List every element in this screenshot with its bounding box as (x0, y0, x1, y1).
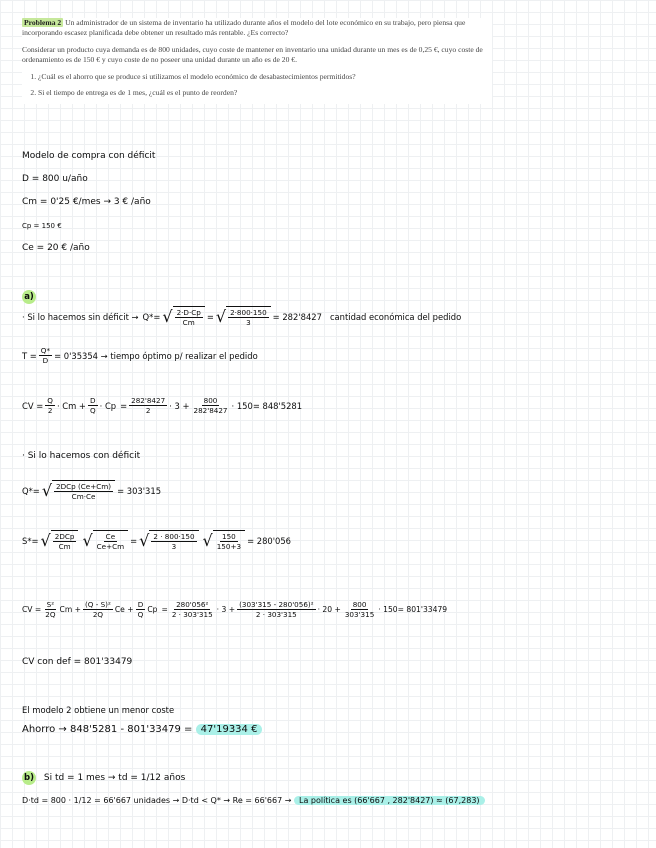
cv-no-deficit (22, 396, 302, 415)
part-a-label (22, 290, 41, 304)
q-star: Q* (142, 311, 154, 322)
fraction-denominator: Cm·Ce (71, 492, 96, 501)
questions-list (22, 72, 492, 99)
fraction-denominator: 3 (246, 318, 251, 327)
fraction-denominator: 2Q (92, 610, 104, 619)
fraction-numerator: 2·800·150 (230, 308, 267, 317)
fraction-numerator: 282'8427 (131, 396, 166, 405)
term-tail: · 3 + (169, 400, 190, 411)
savings-text: Ahorro → 848'5281 - 801'33479 = (22, 724, 193, 735)
fraction-numerator: (303'315 - 280'056)² (239, 600, 314, 609)
t-result: = 0'35354 → tiempo óptimo p/ realizar el pedido (54, 350, 258, 361)
term-tail: Cm + (59, 605, 81, 614)
time-line (22, 346, 258, 365)
equals-sign: = (120, 400, 128, 411)
shortage-level (22, 530, 291, 551)
term-tail: · Cm + (56, 400, 86, 411)
policy-result: La política es (66'667 , 282'8427) ≈ (67,283) (294, 796, 485, 805)
eoq-no-deficit (22, 306, 461, 327)
term-tail: · 20 + (317, 605, 341, 614)
fraction-denominator: Cm (182, 318, 195, 327)
equals-sign: = (153, 311, 161, 322)
eoq-caption: cantidad económica del pedido (329, 311, 462, 322)
problem-statement (22, 18, 492, 104)
fraction-denominator: D (42, 356, 49, 365)
cv-with-deficit-line: CV con def = 801'33479 (22, 657, 133, 667)
problem-intro-text: Un administrador de un sistema de inventario ha utilizado durante años el modelo del lote económico en su trabajo, pero piensa que incorporando escasez planificada debe obtener un resultado más rentable. ¿Es correcto? (22, 18, 466, 38)
fraction-denominator: 2 (47, 406, 53, 415)
sqrt-term-c: √ $\frac{2 \cdot 800\cdot 150}{3}$ (139, 530, 198, 551)
problem-intro (22, 18, 492, 39)
savings-value: 47'19334 € (196, 724, 263, 735)
holding-cost-line: Cm = 0'25 €/mes → 3 € /año (22, 197, 151, 207)
equals-sign: = (161, 605, 168, 614)
cv-deficit-result: = 801'33479 (397, 605, 448, 614)
s-result: = 280'056 (247, 535, 292, 546)
eoq-deficit (22, 480, 161, 501)
eoq-result: = 282'8427 (272, 311, 322, 322)
fraction-numerator: S² (46, 600, 55, 609)
lead-time: Si td = 1 mes → td = 1/12 años (43, 773, 186, 783)
cv-deficit (22, 600, 447, 619)
term-tail: · 150 (231, 400, 253, 411)
sqrt-formula: √ $\frac{\text{2DCp (Ce+Cm)}}{Cm\cdot Ce}$ (42, 480, 115, 501)
sqrt-term-d: √ $\frac{150}{150+3}$ (203, 530, 246, 551)
term-tail: · 150 (378, 605, 398, 614)
fraction-denominator: 2 · 303'315 (171, 610, 213, 619)
fraction-numerator: 2DCp (54, 532, 75, 541)
sqrt-formula: √ $\frac{2\cdot D\cdot Cp}{Cm}$ (162, 306, 204, 327)
reorder-calc: D·td = 800 · 1/12 = 66'667 unidades → D·td < Q* → Re = 66'667 → (22, 796, 292, 805)
fraction-numerator: 2DCp (Ce+Cm) (56, 482, 112, 491)
fraction-numerator: D (90, 396, 96, 405)
sqrt-substituted: √ $\frac{2\cdot 800\cdot 150}{3}$ (216, 306, 271, 327)
problem-badge: Problema 2 (24, 18, 62, 27)
fraction-numerator: Q (47, 396, 53, 405)
term-tail: · 3 + (216, 605, 236, 614)
equals-sign: = (31, 535, 39, 546)
order-cost-line: Cp = 150 € (22, 222, 62, 230)
fraction-denominator: 303'315 (344, 610, 375, 619)
fraction-denominator: 150+3 (216, 542, 242, 551)
term-tail: Cp (147, 605, 158, 614)
fraction-denominator: 282'8427 (193, 406, 228, 415)
sqrt-term-a: √ $\frac{\text{2DCp}}{Cm}$ (41, 530, 79, 551)
term-tail: Ce + (114, 605, 134, 614)
fraction-numerator: (Q - S)² (85, 600, 111, 609)
question-1: 1. ¿Cuál es el ahorro que se produce si utilizamos el modelo económico de desabastecimientos permitidos? (38, 72, 492, 82)
t-label: T = (22, 350, 37, 361)
q-star: Q* (22, 485, 33, 496)
fraction-denominator: 2Q (45, 610, 56, 619)
model-title: Modelo de compra con déficit (22, 151, 156, 161)
term-tail: · Cp (99, 400, 117, 411)
part-b-line (22, 771, 185, 785)
equals-sign: = (32, 485, 40, 496)
fraction-denominator: 2 (145, 406, 151, 415)
fraction-numerator: 2 · 800·150 (153, 532, 195, 541)
q-deficit-result: = 303'315 (117, 485, 162, 496)
no-deficit-intro: · Si lo hacemos sin déficit → (22, 311, 139, 322)
with-deficit-intro: · Si lo hacemos con déficit (22, 451, 141, 461)
reorder-line (22, 795, 485, 807)
savings-line (22, 724, 262, 736)
problem-data: Considerar un producto cuya demanda es de 800 unidades, cuyo coste de mantener en inventario una unidad durante un mes es de 0,25 €, cuyo coste de ordenamiento es de 150 € y cuyo coste de no poseer una unidad durante un año es de 20 €. (22, 44, 483, 65)
part-a-badge: a) (22, 290, 36, 304)
question-2: 2. Si el tiempo de entrega es de 1 mes, ¿cuál es el punto de reorden? (38, 88, 492, 98)
fraction-numerator: 2·D·Cp (176, 308, 201, 317)
fraction-numerator: D (137, 600, 144, 609)
fraction-denominator: 3 (171, 542, 177, 551)
equals-sign: = (130, 535, 138, 546)
fraction-numerator: Q* (40, 346, 51, 355)
model2-conclusion: El modelo 2 obtiene un menor coste (22, 705, 175, 715)
fraction-denominator: Cm (58, 542, 71, 551)
shortage-cost-line: Ce = 20 € /año (22, 243, 90, 253)
s-star: S* (22, 535, 32, 546)
fraction-numerator: 150 (222, 532, 236, 541)
fraction-denominator: Ce+Cm (96, 542, 125, 551)
fraction-denominator: Q (137, 610, 144, 619)
cv-label: CV = (22, 400, 44, 411)
fraction-denominator: Q (89, 406, 96, 415)
fraction-numerator: 800 (352, 600, 367, 609)
demand-line: D = 800 u/año (22, 174, 88, 184)
sqrt-term-b: √ $\frac{Ce}{Ce+Cm}$ (82, 530, 128, 551)
cv-result: = 848'5281 (252, 400, 303, 411)
fraction-numerator: 280'056² (176, 600, 209, 609)
equals-sign: = (206, 311, 214, 322)
fraction-denominator: 2 · 303'315 (255, 610, 297, 619)
fraction-numerator: Ce (105, 532, 116, 541)
part-b-badge: b) (22, 771, 36, 785)
fraction-numerator: 800 (203, 396, 218, 405)
cv-label: CV = (22, 605, 42, 614)
